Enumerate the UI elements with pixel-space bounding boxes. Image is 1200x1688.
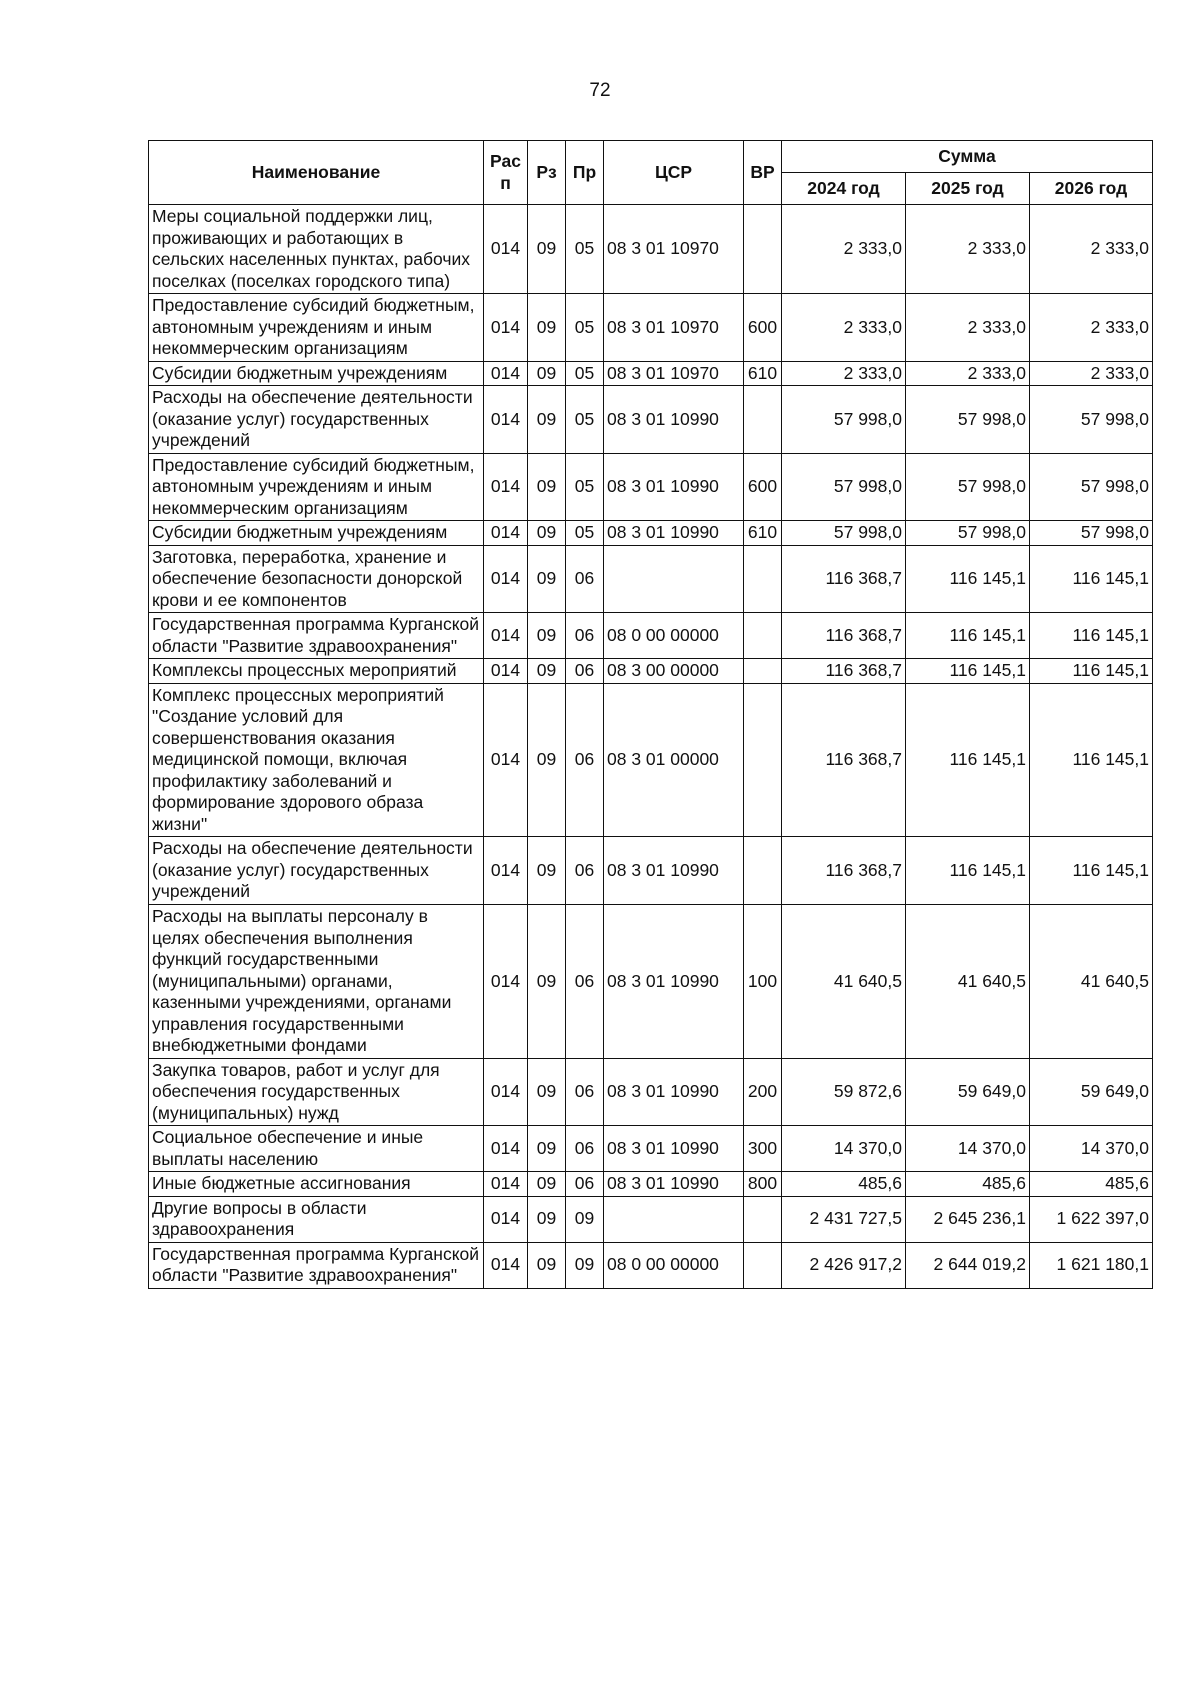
cell-sum-2024: 2 333,0: [782, 205, 906, 294]
cell-vr: 800: [744, 1172, 782, 1197]
cell-rasp: 014: [484, 386, 528, 454]
table-row: [149, 659, 1153, 684]
cell-name: Государственная программа Курганской области "Развитие здравоохранения": [149, 1242, 484, 1288]
cell-sum-2026: 57 998,0: [1030, 453, 1153, 521]
cell-vr: [744, 1242, 782, 1288]
cell-csr: 08 3 01 00000: [604, 683, 744, 837]
cell-sum-2026: 14 370,0: [1030, 1126, 1153, 1172]
cell-name: Субсидии бюджетным учреждениям: [149, 521, 484, 546]
cell-sum-2025: 116 145,1: [906, 659, 1030, 684]
cell-rasp: 014: [484, 683, 528, 837]
cell-name: Субсидии бюджетным учреждениям: [149, 361, 484, 386]
cell-rz: 09: [528, 837, 566, 905]
cell-vr: 610: [744, 521, 782, 546]
cell-vr: [744, 1196, 782, 1242]
cell-rasp: 014: [484, 1172, 528, 1197]
table-row: [149, 837, 1153, 905]
cell-pr: 06: [566, 545, 604, 613]
cell-csr: [604, 1196, 744, 1242]
cell-pr: 09: [566, 1242, 604, 1288]
cell-csr: 08 3 01 10990: [604, 1126, 744, 1172]
cell-rz: 09: [528, 294, 566, 362]
cell-csr: 08 3 01 10990: [604, 904, 744, 1058]
cell-vr: 600: [744, 453, 782, 521]
cell-sum-2026: 1 621 180,1: [1030, 1242, 1153, 1288]
cell-rasp: 014: [484, 545, 528, 613]
cell-sum-2025: 2 644 019,2: [906, 1242, 1030, 1288]
cell-rasp: 014: [484, 205, 528, 294]
cell-sum-2026: 116 145,1: [1030, 683, 1153, 837]
cell-rz: 09: [528, 659, 566, 684]
cell-sum-2026: 57 998,0: [1030, 521, 1153, 546]
budget-table: [148, 140, 1153, 1289]
cell-rasp: 014: [484, 1058, 528, 1126]
cell-vr: [744, 683, 782, 837]
cell-name: Расходы на выплаты персоналу в целях обеспечения выполнения функций государственными (муниципальными) органами, казенными учреждениями, органами управления государственными внебюджетными фондами: [149, 904, 484, 1058]
header-year-2025: 2025 год: [906, 173, 1030, 205]
header-year-2024: 2024 год: [782, 173, 906, 205]
cell-csr: [604, 545, 744, 613]
cell-sum-2025: 2 645 236,1: [906, 1196, 1030, 1242]
cell-name: Заготовка, переработка, хранение и обеспечение безопасности донорской крови и ее компонентов: [149, 545, 484, 613]
table-row: [149, 1058, 1153, 1126]
cell-name: Комплексы процессных мероприятий: [149, 659, 484, 684]
cell-sum-2025: 116 145,1: [906, 683, 1030, 837]
cell-pr: 06: [566, 1126, 604, 1172]
cell-rz: 09: [528, 904, 566, 1058]
cell-name: Государственная программа Курганской области "Развитие здравоохранения": [149, 613, 484, 659]
cell-sum-2026: 116 145,1: [1030, 613, 1153, 659]
cell-name: Предоставление субсидий бюджетным, автономным учреждениям и иным некоммерческим организациям: [149, 294, 484, 362]
cell-pr: 05: [566, 453, 604, 521]
cell-sum-2024: 41 640,5: [782, 904, 906, 1058]
cell-sum-2025: 116 145,1: [906, 545, 1030, 613]
cell-pr: 05: [566, 521, 604, 546]
cell-vr: [744, 545, 782, 613]
cell-vr: [744, 613, 782, 659]
cell-rasp: 014: [484, 659, 528, 684]
cell-csr: 08 3 01 10990: [604, 521, 744, 546]
cell-name: Расходы на обеспечение деятельности (оказание услуг) государственных учреждений: [149, 386, 484, 454]
table-row: [149, 1242, 1153, 1288]
cell-sum-2026: 116 145,1: [1030, 837, 1153, 905]
cell-rz: 09: [528, 545, 566, 613]
cell-sum-2024: 116 368,7: [782, 613, 906, 659]
cell-rasp: 014: [484, 613, 528, 659]
cell-csr: 08 0 00 00000: [604, 613, 744, 659]
cell-pr: 05: [566, 386, 604, 454]
cell-sum-2024: 2 426 917,2: [782, 1242, 906, 1288]
cell-rz: 09: [528, 521, 566, 546]
cell-sum-2026: 485,6: [1030, 1172, 1153, 1197]
cell-sum-2024: 116 368,7: [782, 683, 906, 837]
cell-rasp: 014: [484, 521, 528, 546]
table-body: [149, 205, 1153, 1289]
cell-rz: 09: [528, 1172, 566, 1197]
cell-pr: 05: [566, 205, 604, 294]
cell-sum-2026: 41 640,5: [1030, 904, 1153, 1058]
cell-pr: 05: [566, 294, 604, 362]
cell-sum-2025: 116 145,1: [906, 613, 1030, 659]
cell-rasp: 014: [484, 837, 528, 905]
cell-sum-2026: 2 333,0: [1030, 205, 1153, 294]
table-row: [149, 545, 1153, 613]
cell-sum-2024: 2 333,0: [782, 294, 906, 362]
cell-name: Предоставление субсидий бюджетным, автономным учреждениям и иным некоммерческим организациям: [149, 453, 484, 521]
cell-csr: 08 3 01 10990: [604, 837, 744, 905]
cell-sum-2025: 116 145,1: [906, 837, 1030, 905]
cell-rz: 09: [528, 1196, 566, 1242]
cell-vr: [744, 205, 782, 294]
cell-name: Иные бюджетные ассигнования: [149, 1172, 484, 1197]
cell-sum-2026: 57 998,0: [1030, 386, 1153, 454]
cell-csr: 08 3 01 10990: [604, 1172, 744, 1197]
cell-name: Другие вопросы в области здравоохранения: [149, 1196, 484, 1242]
cell-rasp: 014: [484, 1126, 528, 1172]
cell-vr: [744, 659, 782, 684]
cell-csr: 08 3 01 10970: [604, 361, 744, 386]
header-rz: Рз: [528, 141, 566, 205]
cell-sum-2024: 485,6: [782, 1172, 906, 1197]
cell-sum-2025: 57 998,0: [906, 521, 1030, 546]
cell-rz: 09: [528, 1126, 566, 1172]
cell-sum-2025: 2 333,0: [906, 361, 1030, 386]
table-row: [149, 1126, 1153, 1172]
cell-csr: 08 3 01 10970: [604, 205, 744, 294]
cell-sum-2026: 59 649,0: [1030, 1058, 1153, 1126]
table-row: [149, 361, 1153, 386]
table-row: [149, 904, 1153, 1058]
cell-sum-2024: 116 368,7: [782, 545, 906, 613]
cell-rz: 09: [528, 1058, 566, 1126]
cell-csr: 08 3 00 00000: [604, 659, 744, 684]
cell-rasp: 014: [484, 294, 528, 362]
cell-sum-2025: 485,6: [906, 1172, 1030, 1197]
cell-pr: 06: [566, 1172, 604, 1197]
table-header: [149, 141, 1153, 205]
cell-pr: 09: [566, 1196, 604, 1242]
cell-sum-2024: 116 368,7: [782, 837, 906, 905]
cell-rasp: 014: [484, 1242, 528, 1288]
cell-rz: 09: [528, 361, 566, 386]
cell-csr: 08 3 01 10970: [604, 294, 744, 362]
cell-pr: 06: [566, 837, 604, 905]
table-row: [149, 1172, 1153, 1197]
cell-rz: 09: [528, 683, 566, 837]
cell-vr: [744, 386, 782, 454]
cell-sum-2024: 2 431 727,5: [782, 1196, 906, 1242]
cell-sum-2025: 59 649,0: [906, 1058, 1030, 1126]
header-vr: ВР: [744, 141, 782, 205]
cell-pr: 05: [566, 361, 604, 386]
header-name: Наименование: [149, 141, 484, 205]
cell-rz: 09: [528, 613, 566, 659]
cell-sum-2026: 1 622 397,0: [1030, 1196, 1153, 1242]
table-row: [149, 521, 1153, 546]
page-number: 72: [589, 80, 611, 101]
table-row: [149, 1196, 1153, 1242]
cell-name: Меры социальной поддержки лиц, проживающих и работающих в сельских населенных пунктах, рабочих поселках (поселках городского типа): [149, 205, 484, 294]
cell-name: Социальное обеспечение и иные выплаты населению: [149, 1126, 484, 1172]
cell-sum-2026: 2 333,0: [1030, 294, 1153, 362]
cell-rasp: 014: [484, 1196, 528, 1242]
cell-rasp: 014: [484, 361, 528, 386]
cell-vr: 610: [744, 361, 782, 386]
cell-csr: 08 0 00 00000: [604, 1242, 744, 1288]
header-csr: ЦСР: [604, 141, 744, 205]
table-row: [149, 683, 1153, 837]
cell-rasp: 014: [484, 904, 528, 1058]
cell-name: Закупка товаров, работ и услуг для обеспечения государственных (муниципальных) нужд: [149, 1058, 484, 1126]
cell-sum-2024: 57 998,0: [782, 386, 906, 454]
cell-rz: 09: [528, 386, 566, 454]
table-row: [149, 613, 1153, 659]
cell-vr: [744, 837, 782, 905]
cell-name: Расходы на обеспечение деятельности (оказание услуг) государственных учреждений: [149, 837, 484, 905]
cell-vr: 600: [744, 294, 782, 362]
cell-rz: 09: [528, 1242, 566, 1288]
cell-vr: 200: [744, 1058, 782, 1126]
cell-sum-2024: 57 998,0: [782, 521, 906, 546]
cell-csr: 08 3 01 10990: [604, 1058, 744, 1126]
cell-pr: 06: [566, 683, 604, 837]
header-rasp: Рас п: [484, 141, 528, 205]
cell-sum-2024: 59 872,6: [782, 1058, 906, 1126]
cell-pr: 06: [566, 904, 604, 1058]
cell-pr: 06: [566, 613, 604, 659]
table-row: [149, 294, 1153, 362]
cell-sum-2025: 14 370,0: [906, 1126, 1030, 1172]
cell-pr: 06: [566, 1058, 604, 1126]
table-row: [149, 386, 1153, 454]
cell-sum-2025: 2 333,0: [906, 294, 1030, 362]
cell-sum-2024: 57 998,0: [782, 453, 906, 521]
cell-sum-2025: 2 333,0: [906, 205, 1030, 294]
table-row: [149, 453, 1153, 521]
table-row: [149, 205, 1153, 294]
cell-sum-2024: 116 368,7: [782, 659, 906, 684]
cell-name: Комплекс процессных мероприятий "Создание условий для совершенствования оказания медицинской помощи, включая профилактику заболеваний и формирование здорового образа жизни": [149, 683, 484, 837]
cell-vr: 300: [744, 1126, 782, 1172]
cell-sum-2026: 116 145,1: [1030, 545, 1153, 613]
cell-sum-2026: 116 145,1: [1030, 659, 1153, 684]
cell-rz: 09: [528, 205, 566, 294]
cell-sum-2025: 57 998,0: [906, 386, 1030, 454]
cell-pr: 06: [566, 659, 604, 684]
cell-sum-2024: 2 333,0: [782, 361, 906, 386]
header-sum: Сумма: [782, 141, 1153, 173]
cell-rasp: 014: [484, 453, 528, 521]
cell-sum-2025: 57 998,0: [906, 453, 1030, 521]
cell-vr: 100: [744, 904, 782, 1058]
cell-sum-2026: 2 333,0: [1030, 361, 1153, 386]
header-pr: Пр: [566, 141, 604, 205]
cell-sum-2024: 14 370,0: [782, 1126, 906, 1172]
cell-sum-2025: 41 640,5: [906, 904, 1030, 1058]
header-year-2026: 2026 год: [1030, 173, 1153, 205]
cell-csr: 08 3 01 10990: [604, 453, 744, 521]
cell-rz: 09: [528, 453, 566, 521]
cell-csr: 08 3 01 10990: [604, 386, 744, 454]
